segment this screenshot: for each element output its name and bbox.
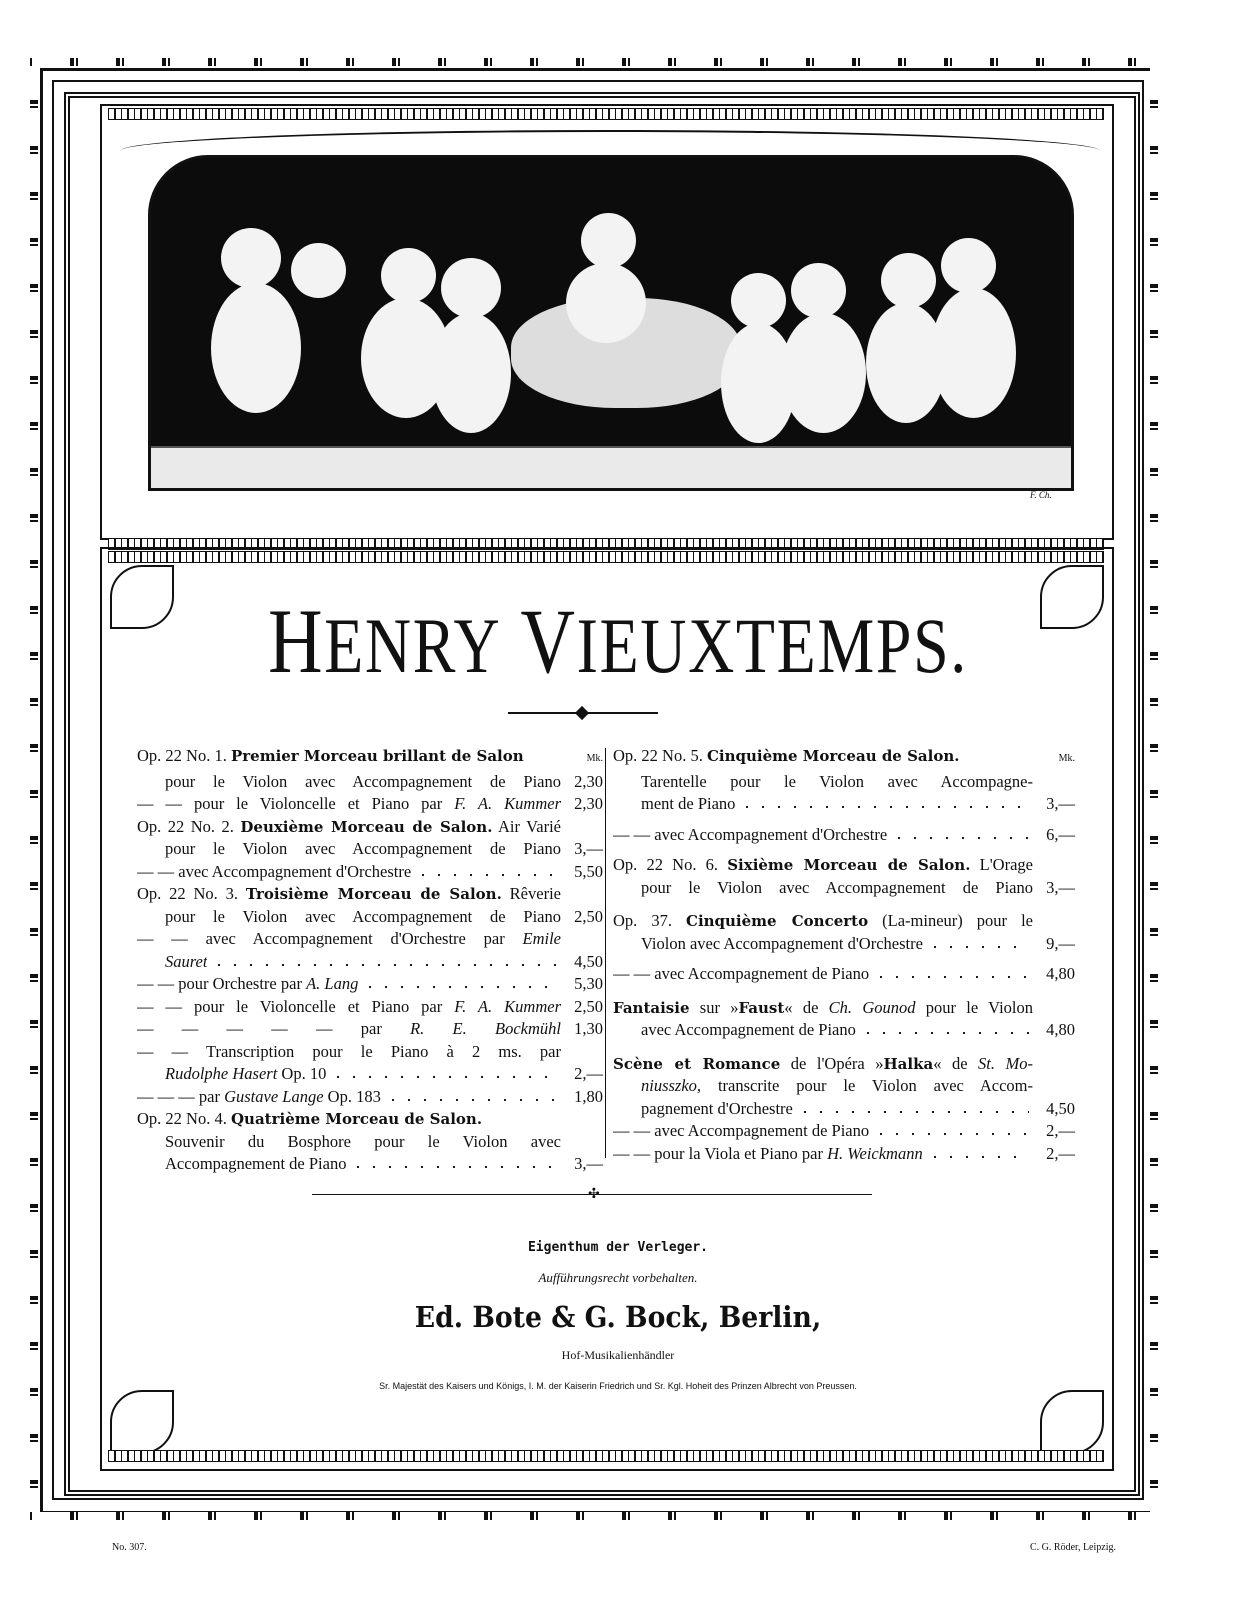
entry-segment: « de: [933, 1053, 979, 1073]
work-entry-line: [137, 1131, 603, 1154]
entry-segment: pour le Violon avec Accompagnement de Piano: [165, 906, 561, 926]
work-entry-line: [137, 1041, 603, 1064]
work-entry-line: [137, 771, 603, 794]
arranger-name: Sauret: [165, 951, 208, 971]
work-entry-line: [613, 824, 1075, 847]
entry-text: [137, 951, 207, 974]
price: 3,—: [1046, 877, 1075, 897]
work-title: Troisième Morceau de Salon.: [245, 885, 502, 903]
dot-leader: [797, 1110, 1029, 1114]
entry-text: [613, 1053, 1033, 1076]
price: 5,30: [574, 974, 603, 993]
currency-header: Mk.: [586, 753, 603, 764]
work-entry-line: [613, 1053, 1075, 1076]
price: 1,30: [574, 1019, 603, 1038]
price: 3,—: [574, 839, 603, 858]
work-entry-line: [137, 838, 603, 861]
dot-leader: [350, 1165, 557, 1169]
left-bamboo-post: [30, 60, 38, 1520]
currency-header: Mk.: [1058, 753, 1075, 764]
entry-segment: — — Transcription pour le Piano à 2 ms. par: [137, 1041, 561, 1061]
entry-text: [613, 824, 887, 847]
work-entry-line: [613, 771, 1075, 794]
dot-leader: [860, 1031, 1029, 1035]
work-entry-line: [137, 928, 603, 951]
work-entry-line: [613, 793, 1075, 816]
cherub-musicians-illustration: [148, 155, 1074, 491]
price: 6,—: [1046, 824, 1075, 844]
entry-segment: — — pour Orchestre par: [137, 974, 307, 993]
corner-ornament: [1040, 1390, 1104, 1454]
entry-text: [613, 1120, 869, 1143]
dot-leader: [873, 975, 1029, 979]
price: 4,50: [1046, 1098, 1075, 1118]
price: 3,—: [574, 1154, 603, 1173]
entry-text: [613, 963, 869, 986]
arranger-name: R. E. Bockmühl: [410, 1019, 561, 1038]
entry-segment: de l'Opéra »: [780, 1053, 884, 1073]
work-entry-line: [137, 745, 603, 771]
work-entry-line: [613, 1098, 1075, 1121]
entry-segment: — — — — — par: [137, 1019, 411, 1038]
entry-text: [613, 877, 1033, 900]
entry-text: [613, 1019, 856, 1042]
arranger-name: F. A. Kummer: [454, 996, 561, 1016]
publisher-property: Eigenthum der Verleger.: [527, 1240, 708, 1255]
work-entry-line: [137, 1063, 603, 1086]
entry-text: [137, 973, 358, 996]
work-entry-line: [137, 1086, 603, 1109]
work-title: Faust: [738, 998, 785, 1017]
entry-segment: Souvenir du Bosphore pour le Violon avec: [165, 1131, 561, 1151]
entry-segment: Op. 10: [277, 1064, 327, 1083]
entry-text: [137, 1041, 561, 1064]
work-title: Quatrième Morceau de Salon.: [230, 1110, 483, 1128]
entry-segment: — — pour la Viola et Piano par: [613, 1143, 828, 1163]
work-title: Cinquième Concerto: [686, 912, 869, 930]
price: 2,30: [574, 771, 603, 791]
price: 4,80: [1046, 1020, 1075, 1039]
work-title: Fantaisie: [613, 998, 690, 1017]
price: 4,50: [574, 951, 603, 971]
entry-segment: pagnement d'Orchestre: [641, 1098, 793, 1118]
work-entry-line: [137, 793, 603, 816]
entry-segment: Op. 22 No. 5.: [613, 746, 707, 765]
dot-leader: [927, 945, 1029, 949]
corner-ornament: [110, 1390, 174, 1454]
entry-text: [137, 1086, 381, 1109]
entry-segment: — — avec Accompagnement de Piano: [613, 964, 870, 983]
royal-patrons: Sr. Majestät des Kaisers und Königs, I. M. der Kaiserin Friedrich und Sr. Kgl. Hoheit des Prinzen Albrecht von Preussen.: [379, 1381, 857, 1391]
work-entry-line: [613, 910, 1075, 933]
work-entry-line: [613, 1019, 1075, 1042]
work-entry-line: [137, 816, 603, 839]
work-entry-line: [137, 1108, 603, 1131]
top-bamboo-rail: [30, 58, 1160, 66]
entry-text: [137, 1108, 482, 1131]
price: 2,—: [1046, 1143, 1075, 1163]
entry-segment: pour le Violon avec Accompagnement de Piano: [165, 839, 561, 858]
entry-text: [137, 906, 561, 929]
price: 2,30: [574, 794, 603, 813]
work-entry-line: [613, 1143, 1075, 1166]
publisher-name: Ed. Bote & G. Bock, Berlin,: [414, 1300, 822, 1334]
entry-segment: L'Orage: [970, 855, 1033, 874]
entry-text: [137, 1131, 561, 1154]
entry-segment: pour le Violon avec Accompagnement de Piano: [165, 771, 561, 791]
entry-segment: Air Varié: [492, 816, 561, 836]
entry-text: [613, 771, 1033, 794]
work-entry-line: [137, 861, 603, 884]
work-entry-line: [137, 996, 603, 1019]
arranger-name: Emile: [522, 929, 561, 948]
arranger-name: St. Mo-: [978, 1053, 1033, 1073]
works-list-right: [613, 745, 1075, 1165]
arranger-name: H. Weickmann: [827, 1143, 923, 1163]
plate-number: No. 307.: [112, 1542, 147, 1553]
entry-segment: Op. 22 No. 4.: [137, 1109, 231, 1128]
entry-segment: — — avec Accompagnement d'Orchestre par: [137, 929, 523, 948]
column-divider: [605, 748, 606, 1158]
entry-text: [613, 1075, 1033, 1098]
arranger-name: F. A. Kummer: [454, 794, 561, 813]
engraver: C. G. Röder, Leipzig.: [1030, 1542, 1116, 1553]
dot-leader: [362, 985, 557, 989]
work-entry-line: [613, 997, 1075, 1020]
work-title: Deuxième Morceau de Salon.: [240, 817, 493, 836]
bottom-bamboo-rail: [30, 1512, 1160, 1520]
work-title: Premier Morceau brillant de Salon: [230, 747, 524, 765]
entry-segment: sur »: [689, 997, 739, 1017]
entry-segment: transcrite pour le Violon avec Accom-: [701, 1076, 1033, 1095]
composer-title: HENRY VIEUXTEMPS.: [268, 590, 968, 692]
entry-text: [137, 1153, 346, 1176]
price: 2,50: [574, 906, 603, 926]
entry-text: [137, 793, 561, 816]
arranger-name: Ch. Gounod: [828, 997, 916, 1017]
entry-text: [137, 883, 561, 906]
illustration-signature: F. Ch.: [1030, 490, 1052, 500]
dot-leader: [330, 1075, 557, 1079]
price: 9,—: [1046, 933, 1075, 953]
price: 5,50: [574, 861, 603, 881]
dot-leader: [891, 836, 1029, 840]
work-entry-line: [613, 933, 1075, 956]
entry-text: [613, 997, 1033, 1020]
work-title: Halka: [883, 1054, 934, 1073]
entry-segment: Op. 183: [323, 1086, 381, 1106]
entry-segment: — — avec Accompagnement d'Orchestre: [613, 824, 888, 844]
entry-text: [613, 854, 1033, 877]
price: 1,80: [574, 1086, 603, 1106]
performance-rights: Aufführungsrecht vorbehalten.: [538, 1270, 698, 1285]
dot-leader: [739, 805, 1029, 809]
work-title: Cinquième Morceau de Salon.: [706, 747, 960, 765]
entry-segment: « de: [784, 997, 829, 1017]
work-title: Scène et Romance: [613, 1054, 781, 1073]
entry-segment: Accompagnement de Piano: [165, 1154, 347, 1173]
work-entry-line: [137, 883, 603, 906]
entry-text: [137, 861, 411, 884]
dot-leader: [211, 963, 557, 967]
work-entry-line: [137, 951, 603, 974]
entry-text: [137, 928, 561, 951]
entry-text: [137, 838, 561, 861]
decorative-strip: [108, 551, 1104, 563]
work-entry-line: [137, 1018, 603, 1041]
entry-text: [613, 910, 1033, 933]
publisher-role: Hof-Musikalienhändler: [561, 1348, 675, 1362]
dot-leader: [415, 873, 557, 877]
work-entry-line: [137, 1153, 603, 1176]
entry-segment: — — pour le Violoncelle et Piano par: [137, 794, 455, 813]
work-entry-line: [613, 1120, 1075, 1143]
price: 4,80: [1046, 964, 1075, 983]
dot-leader: [873, 1132, 1029, 1136]
entry-text: [137, 1063, 326, 1086]
arranger-name: Rudolphe Hasert: [165, 1064, 278, 1083]
arranger-name: A. Lang: [306, 974, 359, 993]
entry-segment: (La-mineur) pour le: [868, 911, 1033, 930]
separator-ornament: ✣: [588, 1187, 600, 1202]
entry-text: [137, 745, 524, 768]
entry-text: [613, 1098, 793, 1121]
work-title: Sixième Morceau de Salon.: [727, 856, 971, 874]
entry-segment: — — avec Accompagnement d'Orchestre: [137, 861, 412, 881]
entry-segment: avec Accompagnement de Piano: [641, 1020, 856, 1039]
entry-text: [137, 816, 561, 839]
entry-text: [137, 996, 561, 1019]
decorative-strip: [108, 1450, 1104, 1462]
works-list-left: [137, 745, 603, 1176]
work-entry-line: [613, 877, 1075, 900]
entry-text: [613, 745, 959, 768]
price: 3,—: [1046, 794, 1075, 813]
entry-segment: pour le Violon avec Accompagnement de Piano: [641, 877, 1033, 897]
entry-segment: Op. 22 No. 6.: [613, 855, 728, 874]
price: 2,—: [1046, 1121, 1075, 1140]
entry-text: [137, 1018, 561, 1041]
work-entry-line: [613, 1075, 1075, 1098]
work-entry-line: [613, 745, 1075, 771]
entry-segment: — — avec Accompagnement de Piano: [613, 1121, 870, 1140]
arranger-name: niusszko,: [641, 1076, 702, 1095]
entry-segment: Op. 22 No. 3.: [137, 884, 246, 903]
price: 2,—: [574, 1064, 603, 1083]
entry-text: [613, 793, 735, 816]
decorative-strip: [108, 108, 1104, 120]
arranger-name: Gustave Lange: [224, 1086, 324, 1106]
dot-leader: [385, 1098, 557, 1102]
work-entry-line: [137, 906, 603, 929]
entry-segment: Op. 22 No. 2.: [137, 816, 241, 836]
entry-text: [137, 771, 561, 794]
entry-segment: Rêverie: [501, 884, 561, 903]
entry-text: [613, 933, 923, 956]
dot-leader: [927, 1155, 1029, 1159]
entry-segment: ment de Piano: [641, 794, 736, 813]
entry-segment: Op. 37.: [613, 911, 686, 930]
entry-segment: — — pour le Violoncelle et Piano par: [137, 996, 455, 1016]
entry-segment: pour le Violon: [915, 997, 1033, 1017]
price: 2,50: [574, 996, 603, 1016]
entry-segment: Violon avec Accompagnement d'Orchestre: [641, 933, 923, 953]
entry-segment: Tarentelle pour le Violon avec Accompagne-: [641, 771, 1033, 791]
work-entry-line: [613, 854, 1075, 877]
work-entry-line: [137, 973, 603, 996]
work-entry-line: [613, 963, 1075, 986]
entry-text: [613, 1143, 923, 1166]
entry-segment: — — — par: [137, 1086, 225, 1106]
entry-segment: Op. 22 No. 1.: [137, 746, 231, 765]
